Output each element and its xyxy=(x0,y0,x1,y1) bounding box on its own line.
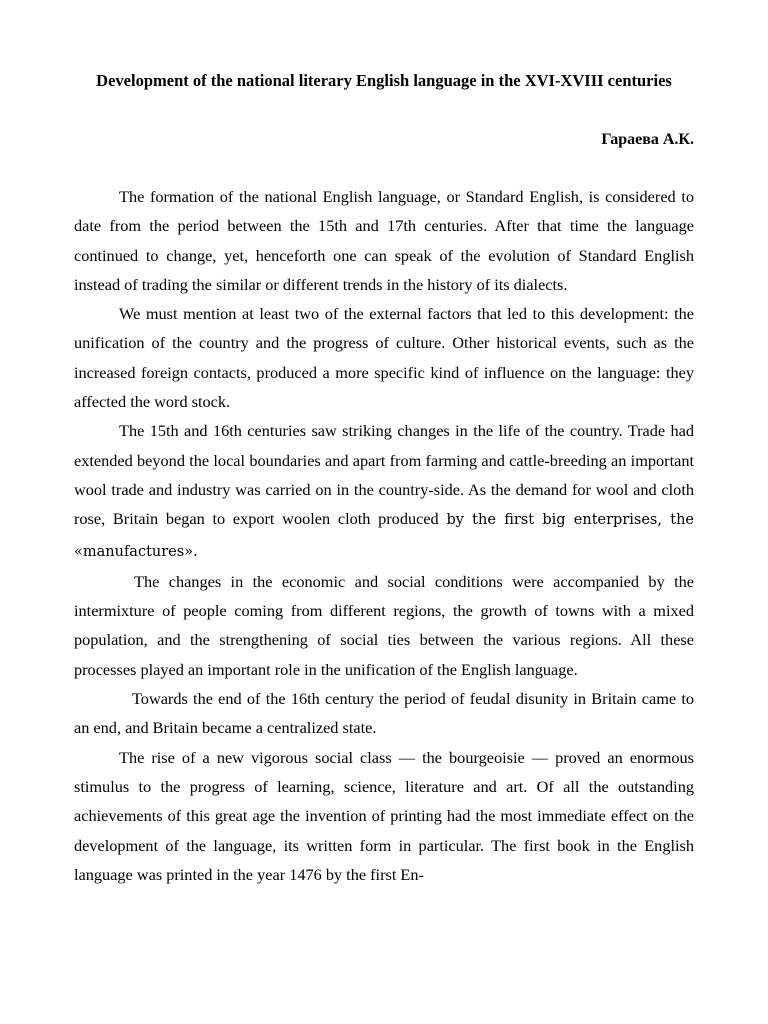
paragraph-6: The rise of a new vigorous social class — the bourgeoisie — proved an enormous stimulus to the progress of learning, science, literature and art. Of all the outstanding achievements of this great age the invention of printing had the most immediate effect on the development of the language, its written form in particular. The first book in the English language was printed in the year 1476 by the first En- xyxy=(74,747,694,884)
paragraph-2: We must mention at least two of the external factors that led to this development: the unification of the country and the progress of culture. Other historical events, such as the increased foreign contacts, produced a more specific kind of influence on the language: they affected the word stock. xyxy=(74,304,694,412)
paragraph-3-tail: by the first big enterprises, the «manufactures». xyxy=(74,512,694,560)
document-title: Development of the national literary English language in the XVI-XVIII centuries xyxy=(96,71,672,90)
paragraph-5: Towards the end of the 16th century the period of feudal disunity in Britain came to an end, and Britain became a centralized state. xyxy=(74,689,694,738)
paragraph-3-text: The 15th and 16th centuries saw striking changes in the life of the country. Trade had extended beyond the local boundaries and apart from farming and cattle-breeding an important wool trade and industry was carried on in the country-side. As the demand for wool and cloth rose, Britain began to export woolen cloth produced xyxy=(74,421,694,529)
author-name: Гараева А.К. xyxy=(601,131,694,148)
paragraph-4: The changes in the economic and social conditions were accompanied by the intermixture of people coming from different regions, the growth of towns with a mixed population, and the strengthening of social ties between the various regions. All these processes played an important role in the unification of the English language. xyxy=(74,571,694,679)
paragraph-1: The formation of the national English language, or Standard English, is considered to date from the period between the 15th and 17th centuries. After that time the language continued to change, yet, henceforth one can speak of the evolution of Standard English instead of trading the similar or different trends in the history of its dialects. xyxy=(74,187,694,294)
document-body xyxy=(74,182,694,889)
paragraph-3 xyxy=(74,416,694,566)
